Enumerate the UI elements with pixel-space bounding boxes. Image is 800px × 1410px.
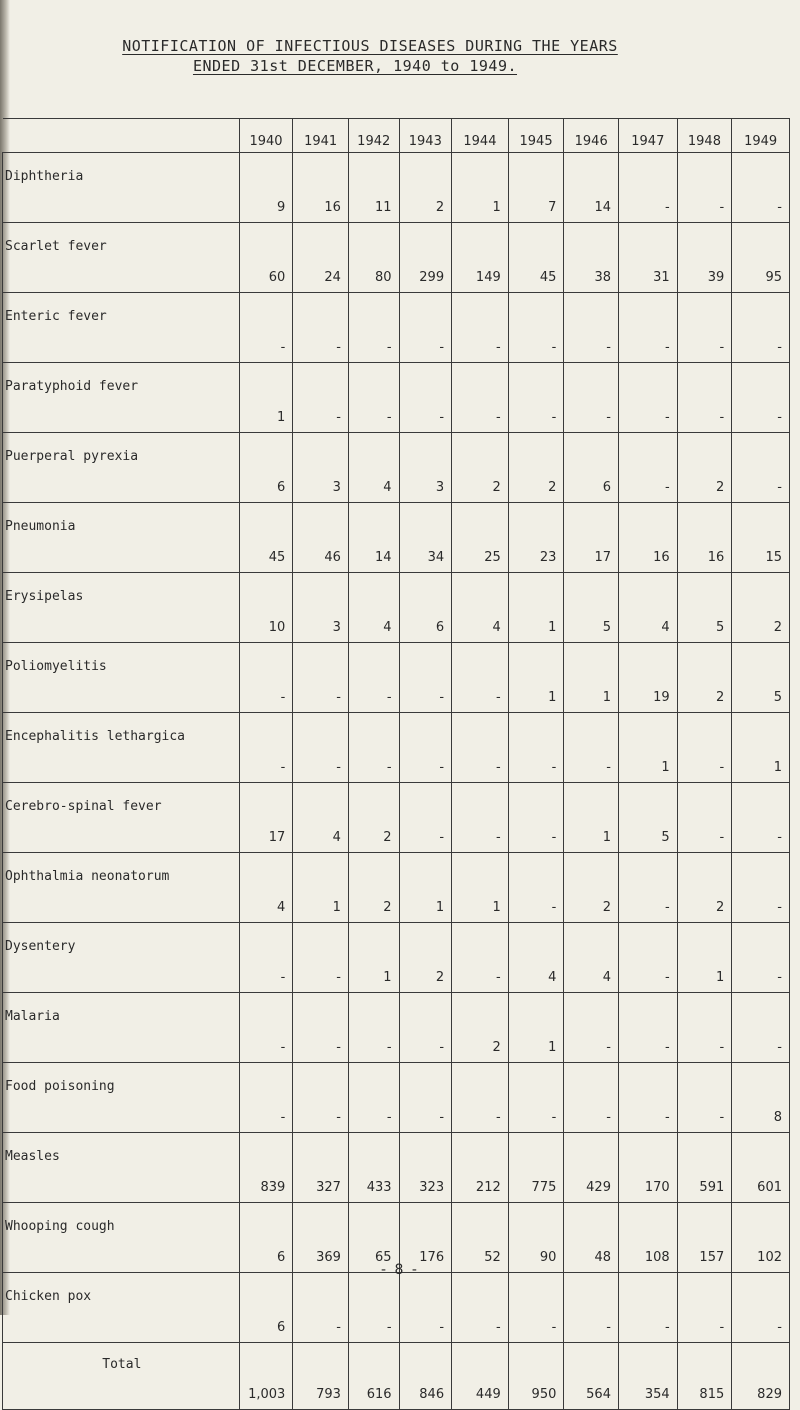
notification-count-cell: - (618, 993, 677, 1063)
notification-count-cell: 4 (564, 923, 619, 993)
notification-count-cell: - (677, 783, 732, 853)
table-row (3, 153, 790, 223)
notification-count-cell: 4 (452, 573, 509, 643)
notification-count-cell: - (732, 923, 790, 993)
year-header: 1949 (732, 119, 790, 153)
notification-count-cell: - (732, 433, 790, 503)
notification-count-cell: - (508, 363, 564, 433)
disease-name-cell: Poliomyelitis (3, 643, 240, 713)
table-row (3, 363, 790, 433)
total-count-cell: 616 (348, 1343, 399, 1410)
notification-count-cell: 2 (399, 923, 452, 993)
infectious-diseases-table (2, 118, 790, 1410)
total-count-cell: 829 (732, 1343, 790, 1410)
notification-count-cell: - (399, 1063, 452, 1133)
notification-count-cell: 11 (348, 153, 399, 223)
table-row (3, 1133, 790, 1203)
notification-count-cell: 2 (677, 643, 732, 713)
notification-count-cell: 3 (293, 573, 349, 643)
notification-count-cell: - (239, 643, 293, 713)
notification-count-cell: 1 (452, 853, 509, 923)
disease-name-cell: Food poisoning (3, 1063, 240, 1133)
notification-count-cell: 176 (399, 1203, 452, 1273)
notification-count-cell: 149 (452, 223, 509, 293)
year-header: 1944 (452, 119, 509, 153)
notification-count-cell: 4 (348, 433, 399, 503)
notification-count-cell: 2 (677, 433, 732, 503)
notification-count-cell: 5 (677, 573, 732, 643)
notification-count-cell: 327 (293, 1133, 349, 1203)
notification-count-cell: - (677, 1273, 732, 1343)
year-header: 1945 (508, 119, 564, 153)
notification-count-cell: 170 (618, 1133, 677, 1203)
notification-count-cell: 323 (399, 1133, 452, 1203)
notification-count-cell: 48 (564, 1203, 619, 1273)
table-row (3, 783, 790, 853)
notification-count-cell: - (508, 783, 564, 853)
notification-count-cell: - (399, 783, 452, 853)
notification-count-cell: 2 (399, 153, 452, 223)
notification-count-cell: 39 (677, 223, 732, 293)
notification-count-cell: - (618, 433, 677, 503)
total-count-cell: 815 (677, 1343, 732, 1410)
title-line-2: ENDED 31st DECEMBER, 1940 to 1949. (192, 57, 518, 75)
year-header: 1942 (348, 119, 399, 153)
notification-count-cell: 46 (293, 503, 349, 573)
notification-count-cell: 1 (618, 713, 677, 783)
notification-count-cell: 1 (677, 923, 732, 993)
notification-count-cell: - (399, 1273, 452, 1343)
notification-count-cell: - (564, 993, 619, 1063)
notification-count-cell: 433 (348, 1133, 399, 1203)
disease-name-cell: Paratyphoid fever (3, 363, 240, 433)
table-row (3, 503, 790, 573)
notification-count-cell: - (732, 783, 790, 853)
notification-count-cell: - (452, 363, 509, 433)
table-row (3, 923, 790, 993)
notification-count-cell: - (618, 923, 677, 993)
notification-count-cell: - (564, 1063, 619, 1133)
notification-count-cell: 80 (348, 223, 399, 293)
notification-count-cell: 5 (564, 573, 619, 643)
notification-count-cell: - (508, 1063, 564, 1133)
notification-count-cell: - (452, 713, 509, 783)
notification-count-cell: - (348, 643, 399, 713)
notification-count-cell: - (239, 993, 293, 1063)
table-row (3, 223, 790, 293)
year-header: 1943 (399, 119, 452, 153)
notification-count-cell: 52 (452, 1203, 509, 1273)
table-row (3, 993, 790, 1063)
notification-count-cell: - (508, 293, 564, 363)
notification-count-cell: - (399, 643, 452, 713)
notification-count-cell: 10 (239, 573, 293, 643)
notification-count-cell: 14 (564, 153, 619, 223)
table-row (3, 573, 790, 643)
total-count-cell: 846 (399, 1343, 452, 1410)
table-body (3, 153, 790, 1410)
notification-count-cell: 34 (399, 503, 452, 573)
notification-count-cell: 157 (677, 1203, 732, 1273)
notification-count-cell: 65 (348, 1203, 399, 1273)
notification-count-cell: 1 (508, 993, 564, 1063)
notification-count-cell: 1 (508, 643, 564, 713)
notification-count-cell: - (293, 713, 349, 783)
notification-count-cell: - (399, 993, 452, 1063)
notification-count-cell: - (677, 993, 732, 1063)
total-count-cell: 449 (452, 1343, 509, 1410)
notification-count-cell: 9 (239, 153, 293, 223)
notification-count-cell: 17 (239, 783, 293, 853)
table-row (3, 1063, 790, 1133)
notification-count-cell: - (293, 993, 349, 1063)
notification-count-cell: 2 (732, 573, 790, 643)
notification-count-cell: 1 (452, 153, 509, 223)
notification-count-cell: - (452, 1063, 509, 1133)
notification-count-cell: - (348, 713, 399, 783)
notification-count-cell: 5 (732, 643, 790, 713)
notification-count-cell: - (677, 153, 732, 223)
notification-count-cell: 591 (677, 1133, 732, 1203)
notification-count-cell: 60 (239, 223, 293, 293)
notification-count-cell: 45 (239, 503, 293, 573)
notification-count-cell: - (618, 153, 677, 223)
notification-count-cell: - (677, 713, 732, 783)
notification-count-cell: - (618, 363, 677, 433)
notification-count-cell: 6 (239, 1203, 293, 1273)
total-count-cell: 793 (293, 1343, 349, 1410)
notification-count-cell: 839 (239, 1133, 293, 1203)
disease-name-cell: Diphtheria (3, 153, 240, 223)
notification-count-cell: 4 (508, 923, 564, 993)
notification-count-cell: 369 (293, 1203, 349, 1273)
disease-name-cell: Puerperal pyrexia (3, 433, 240, 503)
table-row (3, 433, 790, 503)
notification-count-cell: - (293, 923, 349, 993)
notification-count-cell: 429 (564, 1133, 619, 1203)
notification-count-cell: 775 (508, 1133, 564, 1203)
notification-count-cell: 7 (508, 153, 564, 223)
disease-name-cell: Ophthalmia neonatorum (3, 853, 240, 923)
notification-count-cell: 4 (348, 573, 399, 643)
disease-name-cell: Encephalitis lethargica (3, 713, 240, 783)
notification-count-cell: - (732, 293, 790, 363)
notification-count-cell: 4 (618, 573, 677, 643)
notification-count-cell: - (348, 993, 399, 1063)
notification-count-cell: - (618, 1273, 677, 1343)
notification-count-cell: - (293, 363, 349, 433)
notification-count-cell: - (452, 643, 509, 713)
notification-count-cell: - (618, 1063, 677, 1133)
notification-count-cell: - (239, 923, 293, 993)
total-count-cell: 564 (564, 1343, 619, 1410)
year-header: 1940 (239, 119, 293, 153)
notification-count-cell: - (677, 363, 732, 433)
notification-count-cell: 4 (239, 853, 293, 923)
disease-name-cell: Erysipelas (3, 573, 240, 643)
disease-name-cell: Chicken pox (3, 1273, 240, 1343)
notification-count-cell: - (239, 1063, 293, 1133)
notification-count-cell: 1 (732, 713, 790, 783)
notification-count-cell: - (732, 153, 790, 223)
notification-count-cell: - (677, 293, 732, 363)
notification-count-cell: 2 (452, 993, 509, 1063)
notification-count-cell: - (399, 713, 452, 783)
document-title (0, 36, 800, 76)
notification-count-cell: - (732, 993, 790, 1063)
notification-count-cell: - (452, 923, 509, 993)
notification-count-cell: - (239, 713, 293, 783)
notification-count-cell: 3 (293, 433, 349, 503)
notification-count-cell: - (452, 293, 509, 363)
year-header: 1946 (564, 119, 619, 153)
table-row (3, 853, 790, 923)
notification-count-cell: 24 (293, 223, 349, 293)
notification-count-cell: 3 (399, 433, 452, 503)
disease-name-cell: Enteric fever (3, 293, 240, 363)
disease-name-cell: Cerebro-spinal fever (3, 783, 240, 853)
notification-count-cell: - (348, 1273, 399, 1343)
notification-count-cell: - (293, 1273, 349, 1343)
notification-count-cell: 90 (508, 1203, 564, 1273)
year-header: 1948 (677, 119, 732, 153)
notification-count-cell: 299 (399, 223, 452, 293)
notification-count-cell: 16 (293, 153, 349, 223)
notification-count-cell: - (239, 293, 293, 363)
notification-count-cell: - (564, 363, 619, 433)
table-row (3, 643, 790, 713)
year-header: 1947 (618, 119, 677, 153)
notification-count-cell: - (618, 853, 677, 923)
notification-count-cell: - (564, 713, 619, 783)
disease-name-cell: Pneumonia (3, 503, 240, 573)
table-row (3, 293, 790, 363)
notification-count-cell: - (508, 853, 564, 923)
notification-count-cell: 23 (508, 503, 564, 573)
total-label-cell: Total (3, 1343, 240, 1410)
notification-count-cell: 1 (239, 363, 293, 433)
disease-name-cell: Malaria (3, 993, 240, 1063)
notification-count-cell: 6 (399, 573, 452, 643)
notification-count-cell: - (618, 293, 677, 363)
notification-count-cell: 2 (564, 853, 619, 923)
notification-count-cell: 212 (452, 1133, 509, 1203)
table-row (3, 1273, 790, 1343)
notification-count-cell: 1 (399, 853, 452, 923)
notification-count-cell: 102 (732, 1203, 790, 1273)
notification-count-cell: - (452, 1273, 509, 1343)
title-line-1: NOTIFICATION OF INFECTIOUS DISEASES DURING THE YEARS (122, 37, 618, 55)
notification-count-cell: - (348, 293, 399, 363)
year-header-row (3, 119, 790, 153)
notification-count-cell: 15 (732, 503, 790, 573)
notification-count-cell: 2 (348, 783, 399, 853)
table-row (3, 713, 790, 783)
notification-count-cell: 1 (508, 573, 564, 643)
disease-name-cell: Whooping cough (3, 1203, 240, 1273)
notification-count-cell: - (399, 293, 452, 363)
total-count-cell: 354 (618, 1343, 677, 1410)
notification-count-cell: 1 (348, 923, 399, 993)
notification-count-cell: - (348, 363, 399, 433)
notification-count-cell: - (732, 1273, 790, 1343)
year-header: 1941 (293, 119, 349, 153)
notification-count-cell: 16 (677, 503, 732, 573)
notification-count-cell: - (293, 293, 349, 363)
notification-count-cell: 4 (293, 783, 349, 853)
notification-count-cell: 6 (239, 1273, 293, 1343)
notification-count-cell: 108 (618, 1203, 677, 1273)
notification-count-cell: - (732, 853, 790, 923)
total-count-cell: 1,003 (239, 1343, 293, 1410)
notification-count-cell: 14 (348, 503, 399, 573)
notification-count-cell: - (452, 783, 509, 853)
notification-count-cell: 45 (508, 223, 564, 293)
notification-count-cell: - (564, 293, 619, 363)
notification-count-cell: 95 (732, 223, 790, 293)
notification-count-cell: - (732, 363, 790, 433)
notification-count-cell: 17 (564, 503, 619, 573)
notification-count-cell: 2 (508, 433, 564, 503)
total-count-cell: 950 (508, 1343, 564, 1410)
notification-count-cell: - (399, 363, 452, 433)
notification-count-cell: 1 (564, 783, 619, 853)
notification-count-cell: 19 (618, 643, 677, 713)
notification-count-cell: 31 (618, 223, 677, 293)
notification-count-cell: - (508, 713, 564, 783)
notification-count-cell: 6 (564, 433, 619, 503)
notification-count-cell: - (564, 1273, 619, 1343)
notification-count-cell: - (293, 1063, 349, 1133)
disease-name-cell: Measles (3, 1133, 240, 1203)
notification-count-cell: - (293, 643, 349, 713)
notification-count-cell: 2 (348, 853, 399, 923)
notification-count-cell: 6 (239, 433, 293, 503)
notification-count-cell: 1 (293, 853, 349, 923)
notification-count-cell: 2 (452, 433, 509, 503)
notification-count-cell: 601 (732, 1133, 790, 1203)
header-corner-cell (3, 119, 240, 153)
notification-count-cell: 2 (677, 853, 732, 923)
total-row (3, 1343, 790, 1410)
notification-count-cell: 8 (732, 1063, 790, 1133)
notification-count-cell: 25 (452, 503, 509, 573)
notification-count-cell: 16 (618, 503, 677, 573)
notification-count-cell: 1 (564, 643, 619, 713)
notification-count-cell: 38 (564, 223, 619, 293)
notification-count-cell: - (677, 1063, 732, 1133)
notification-count-cell: 5 (618, 783, 677, 853)
disease-name-cell: Dysentery (3, 923, 240, 993)
disease-name-cell: Scarlet fever (3, 223, 240, 293)
notification-count-cell: - (348, 1063, 399, 1133)
notification-count-cell: - (508, 1273, 564, 1343)
page-number: - 8 - (381, 1262, 419, 1278)
